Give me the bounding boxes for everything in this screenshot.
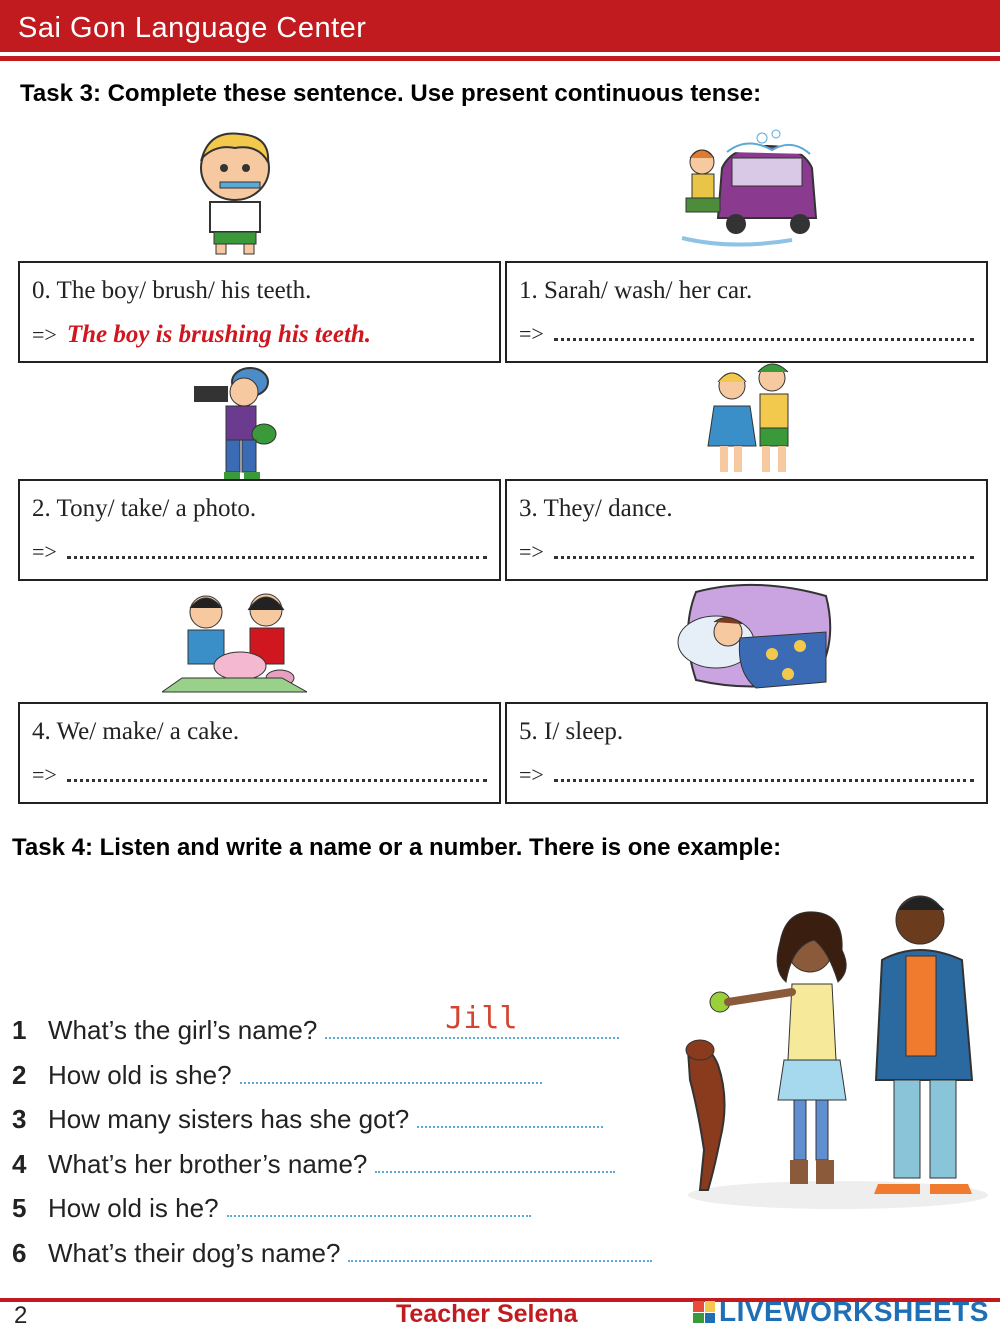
answer-blank[interactable]: [325, 1001, 619, 1039]
question-row-6: [12, 1238, 652, 1269]
exercise-prompt: 4. We/ make/ a cake.: [32, 718, 240, 745]
header-bar: [0, 0, 1000, 52]
answer-blank[interactable]: [417, 1112, 603, 1128]
boy-taking-photo-illustration: [188, 362, 283, 484]
answer-blank[interactable]: [348, 1246, 652, 1262]
liveworksheets-icon: [693, 1301, 715, 1323]
center-title: Sai Gon Language Center: [18, 12, 367, 44]
answer-blank[interactable]: [67, 764, 487, 782]
children-dancing-illustration: [702, 356, 812, 486]
question-text: How old is he?: [48, 1193, 219, 1223]
exercise-prompt: 3. They/ dance.: [519, 495, 673, 522]
exercise-answer-row: [32, 321, 487, 349]
answer-blank[interactable]: [67, 541, 487, 559]
page-number: 2: [14, 1302, 28, 1329]
question-text: What’s her brother’s name?: [48, 1149, 368, 1179]
example-answer: Jill: [445, 1001, 518, 1036]
question-text: What’s the girl’s name?: [48, 1015, 318, 1045]
answer-blank[interactable]: [375, 1157, 615, 1173]
question-row-2: [12, 1060, 542, 1091]
arrow-marker: =>: [32, 322, 57, 347]
question-number: 3: [12, 1104, 27, 1134]
exercise-prompt: 0. The boy/ brush/ his teeth.: [32, 277, 312, 304]
answer-blank[interactable]: [554, 541, 974, 559]
exercise-answer-row: [32, 539, 487, 565]
task3-heading: Task 3: Complete these sentence. Use present continuous tense:: [20, 80, 762, 107]
teacher-name: Teacher Selena: [396, 1300, 578, 1328]
question-row-5: [12, 1193, 531, 1224]
arrow-marker: =>: [519, 321, 544, 346]
header-divider: [0, 56, 1000, 61]
girl-brother-dog-illustration: [668, 890, 998, 1220]
liveworksheets-logo: [693, 1296, 989, 1328]
task4-heading: Task 4: Listen and write a name or a number. There is one example:: [12, 834, 782, 861]
question-text: How many sisters has she got?: [48, 1104, 410, 1134]
girl-sleeping-illustration: [676, 582, 836, 700]
exercise-box-5: [505, 702, 988, 804]
children-making-cake-illustration: [162, 584, 307, 700]
brand-name: LIVEWORKSHEETS: [719, 1296, 989, 1327]
car-washing-illustration: [672, 128, 822, 256]
answer-blank[interactable]: [240, 1068, 542, 1084]
arrow-marker: =>: [32, 762, 57, 787]
question-number: 4: [12, 1149, 27, 1179]
question-text: What’s their dog’s name?: [48, 1238, 341, 1268]
answer-blank[interactable]: [227, 1201, 531, 1217]
exercise-answer-row: [32, 762, 487, 788]
question-number: 6: [12, 1238, 27, 1268]
arrow-marker: =>: [519, 539, 544, 564]
example-answer: The boy is brushing his teeth.: [66, 321, 372, 348]
exercise-box-2: [18, 479, 501, 581]
question-number: 5: [12, 1193, 27, 1223]
exercise-box-0: [18, 261, 501, 363]
question-number: 2: [12, 1060, 27, 1090]
exercise-answer-row: [519, 321, 974, 347]
question-row-4: [12, 1149, 615, 1180]
answer-blank[interactable]: [554, 764, 974, 782]
answer-blank[interactable]: [554, 323, 974, 341]
exercise-answer-row: [519, 539, 974, 565]
boy-brushing-teeth-illustration: [180, 128, 290, 258]
exercise-prompt: 2. Tony/ take/ a photo.: [32, 495, 257, 522]
arrow-marker: =>: [519, 762, 544, 787]
exercise-box-1: [505, 261, 988, 363]
exercise-box-3: [505, 479, 988, 581]
exercise-prompt: 1. Sarah/ wash/ her car.: [519, 277, 753, 304]
question-text: How old is she?: [48, 1060, 232, 1090]
question-number: 1: [12, 1015, 27, 1045]
exercise-box-4: [18, 702, 501, 804]
arrow-marker: =>: [32, 539, 57, 564]
exercise-prompt: 5. I/ sleep.: [519, 718, 624, 745]
question-row-3: [12, 1104, 603, 1135]
exercise-answer-row: [519, 762, 974, 788]
question-row-1: [12, 1001, 619, 1046]
